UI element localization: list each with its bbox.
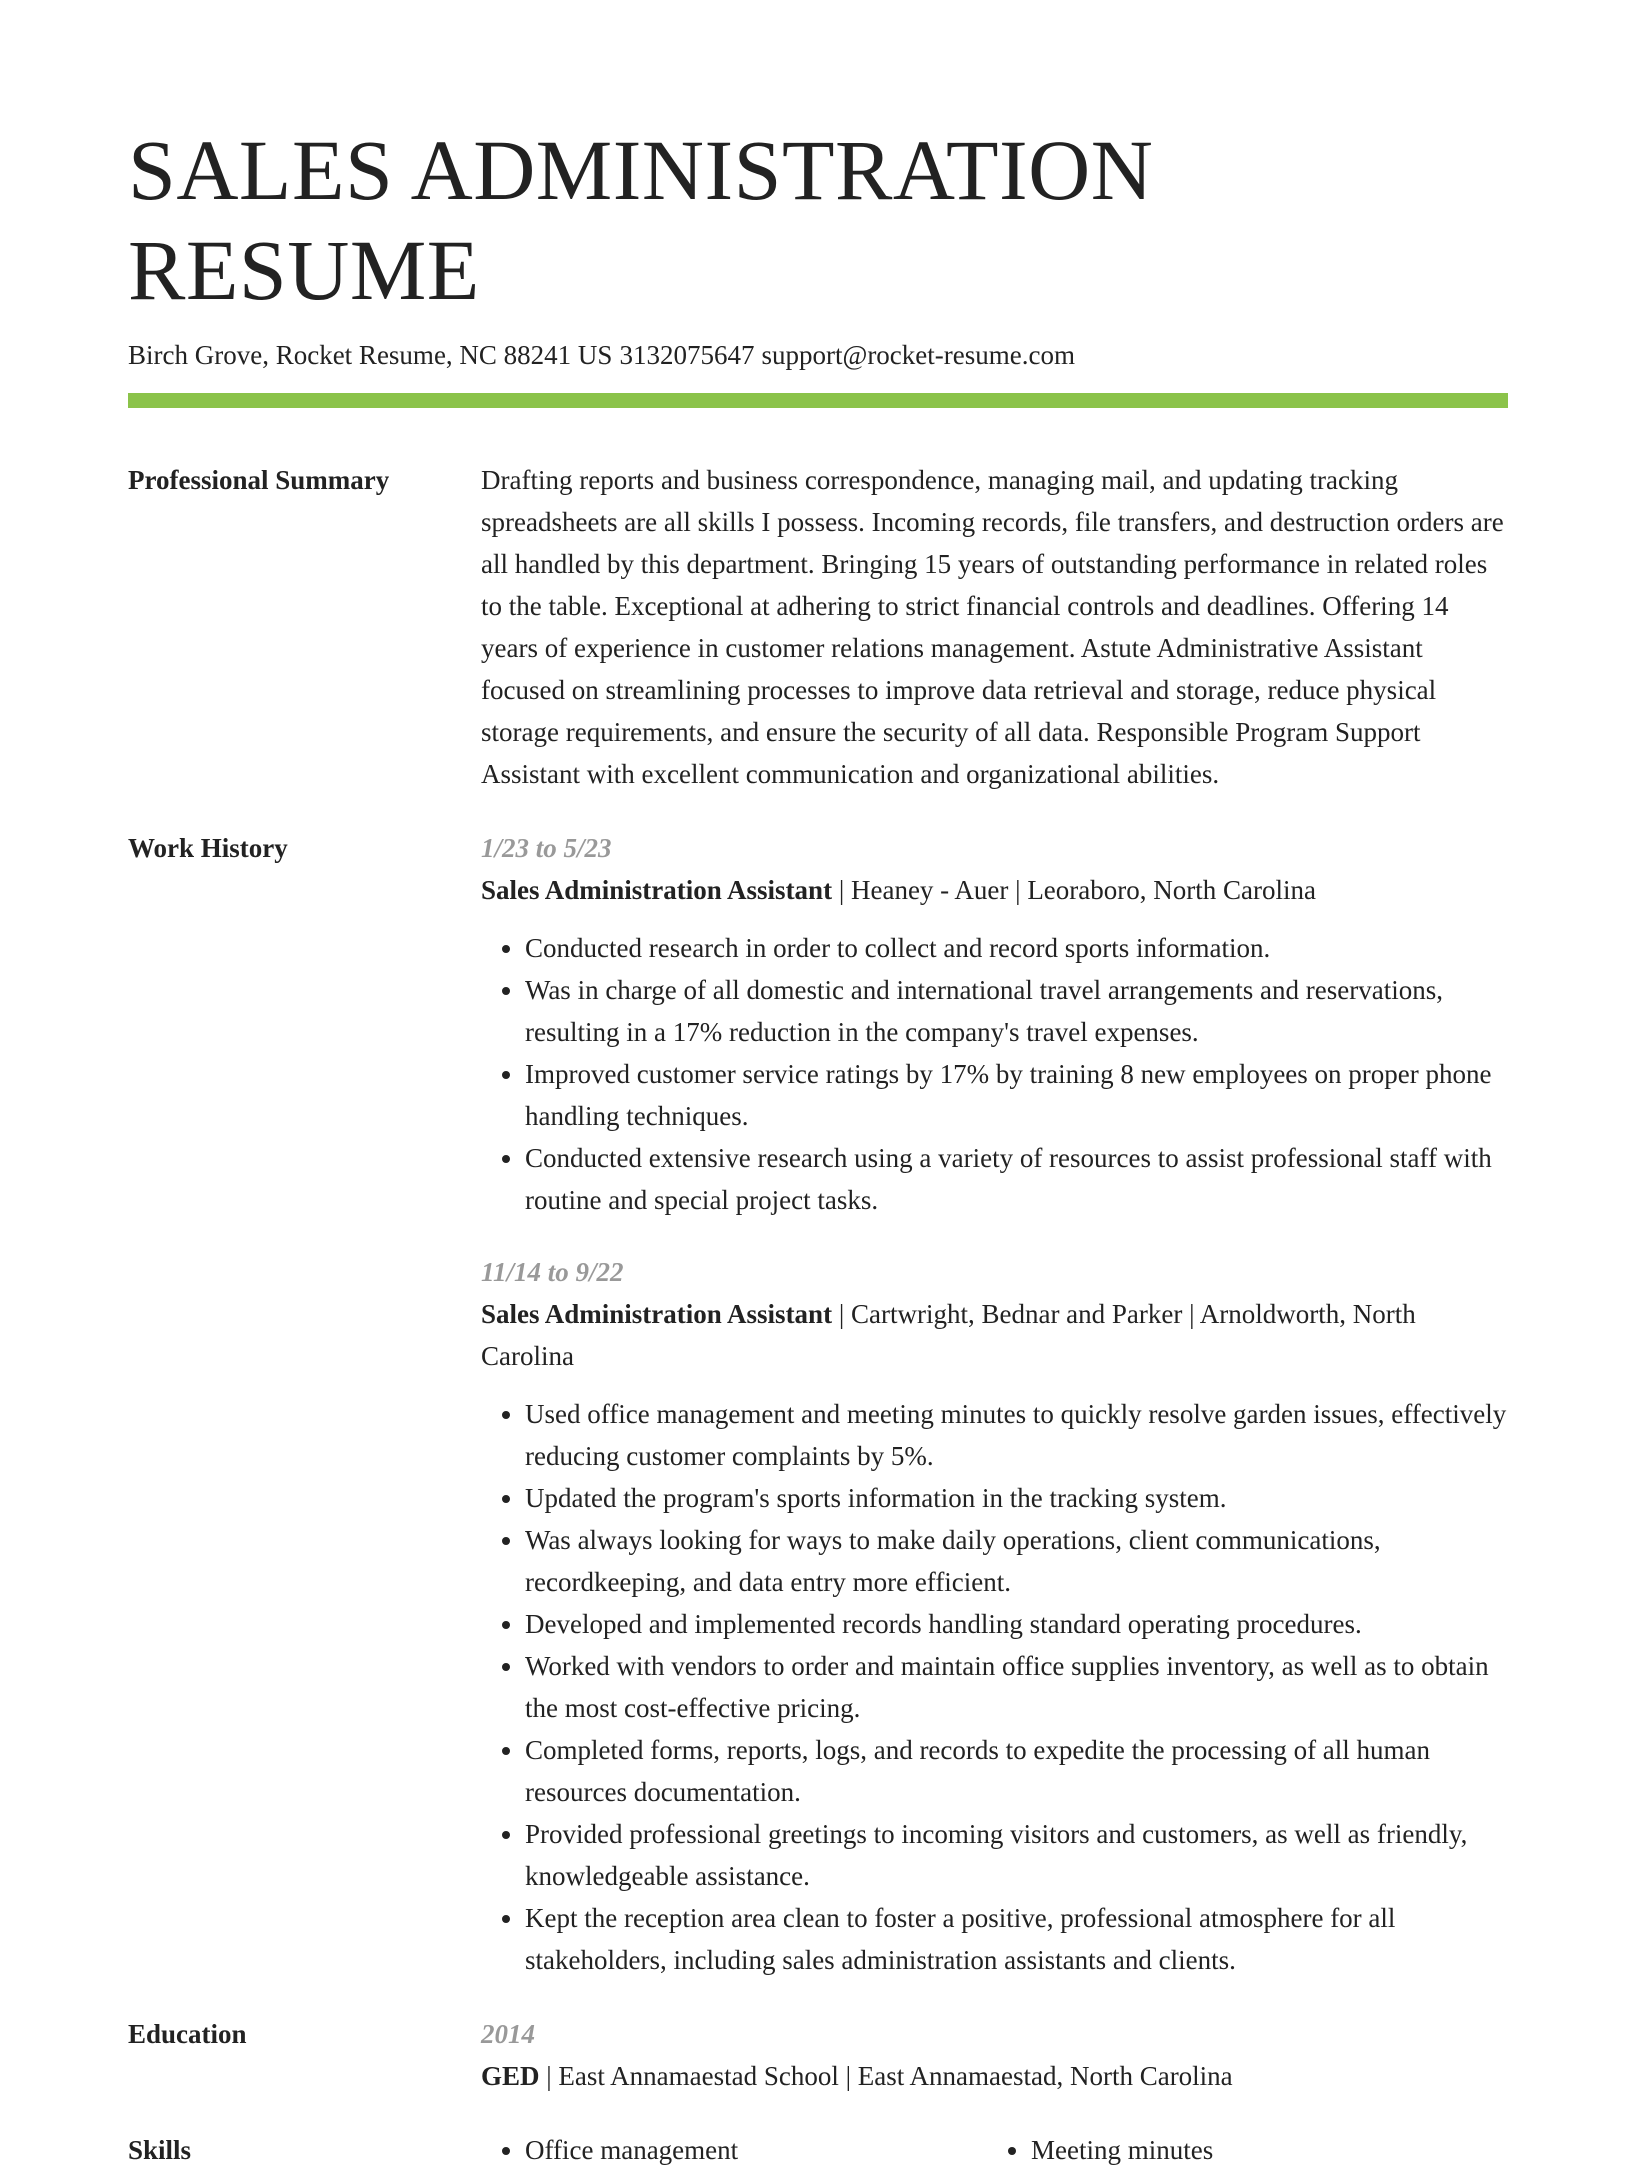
- job-bullet: • Worked with vendors to order and maintain office supplies inventory, as well as to obtain the most cost-effective pricing.: [525, 1645, 1508, 1729]
- education-heading: Education: [128, 2019, 247, 2049]
- job-bullet: • Conducted research in order to collect and record sports information.: [525, 927, 1508, 969]
- job-bullets: [481, 927, 1508, 1221]
- header-divider: [128, 393, 1508, 408]
- contact-line: [128, 338, 1508, 372]
- job-header: [481, 869, 1508, 911]
- job-header: [481, 1293, 1508, 1377]
- job-entry: [481, 1251, 1508, 1981]
- job-bullet: • Updated the program's sports information in the tracking system.: [525, 1477, 1508, 1519]
- job-bullet: • Completed forms, reports, logs, and records to expedite the processing of all human resources documentation.: [525, 1729, 1508, 1813]
- job-bullet: • Used office management and meeting minutes to quickly resolve garden issues, effectively reducing customer complaints by 5%.: [525, 1393, 1508, 1477]
- education-body: [481, 2013, 1508, 2097]
- contact-email: support@rocket-resume.com: [761, 340, 1075, 370]
- job-dates: 1/23 to 5/23: [481, 833, 612, 863]
- skills-section: [128, 2129, 1508, 2171]
- work-history-body: [481, 827, 1508, 1981]
- job-bullet: • Developed and implemented records handling standard operating procedures.: [525, 1603, 1508, 1645]
- skills-list: [481, 2129, 1508, 2171]
- skills-heading: Skills: [128, 2135, 192, 2165]
- resume-title: SALES ADMINISTRATION RESUME: [128, 122, 1154, 318]
- resume-page: [128, 120, 1508, 2171]
- work-history-heading: Work History: [128, 833, 288, 863]
- job-bullet: • Was in charge of all domestic and international travel arrangements and reservations, resulting in a 17% reduction in the company's travel expenses.: [525, 969, 1508, 1053]
- job-bullet: • Provided professional greetings to incoming visitors and customers, as well as friendly, knowledgeable assistance.: [525, 1813, 1508, 1897]
- contact-address: Birch Grove, Rocket Resume, NC 88241 US: [128, 340, 613, 370]
- job-bullet: • Kept the reception area clean to foster a positive, professional atmosphere for all stakeholders, including sales administration assistants and clients.: [525, 1897, 1508, 1981]
- job-dates: 11/14 to 9/22: [481, 1257, 624, 1287]
- summary-heading: Professional Summary: [128, 465, 390, 495]
- education-line: [481, 2055, 1508, 2097]
- work-history-section: [128, 827, 1508, 1981]
- contact-phone: 3132075647: [619, 340, 755, 370]
- education-details: | East Annamaestad School | East Annamaestad, North Carolina: [539, 2061, 1233, 2091]
- job-entry: [481, 827, 1508, 1221]
- skills-column-2: [987, 2129, 1493, 2171]
- education-degree: GED: [481, 2061, 540, 2091]
- skill-item: • Meeting minutes: [1031, 2129, 1493, 2171]
- job-details: | Cartwright, Bednar and Parker | Arnoldworth, North Carolina: [481, 1299, 1416, 1371]
- skill-item: • Office management: [525, 2129, 987, 2171]
- job-title: Sales Administration Assistant: [481, 875, 833, 905]
- job-title: Sales Administration Assistant: [481, 1299, 833, 1329]
- education-section: [128, 2013, 1508, 2097]
- summary-text: Drafting reports and business correspondence, managing mail, and updating tracking spreadsheets are all skills I possess. Incoming records, file transfers, and destruction orders are all handled by this department. Bringing 15 years of outstanding performance in related roles to the table. Exceptional at adhering to strict financial controls and deadlines. Offering 14 years of experience in customer relations management. Astute Administrative Assistant focused on streamlining processes to improve data retrieval and storage, reduce physical storage requirements, and ensure the security of all data. Responsible Program Support Assistant with excellent communication and organizational abilities.: [481, 465, 1504, 789]
- job-bullet: • Was always looking for ways to make daily operations, client communications, recordkeeping, and data entry more efficient.: [525, 1519, 1508, 1603]
- education-year: 2014: [481, 2019, 535, 2049]
- job-details: | Heaney - Auer | Leoraboro, North Carolina: [832, 875, 1316, 905]
- job-bullet: • Conducted extensive research using a variety of resources to assist professional staff with routine and special project tasks.: [525, 1137, 1508, 1221]
- job-bullets: [481, 1393, 1508, 1981]
- skills-column-1: [481, 2129, 987, 2171]
- job-bullet: • Improved customer service ratings by 17% by training 8 new employees on proper phone handling techniques.: [525, 1053, 1508, 1137]
- summary-section: [128, 459, 1508, 795]
